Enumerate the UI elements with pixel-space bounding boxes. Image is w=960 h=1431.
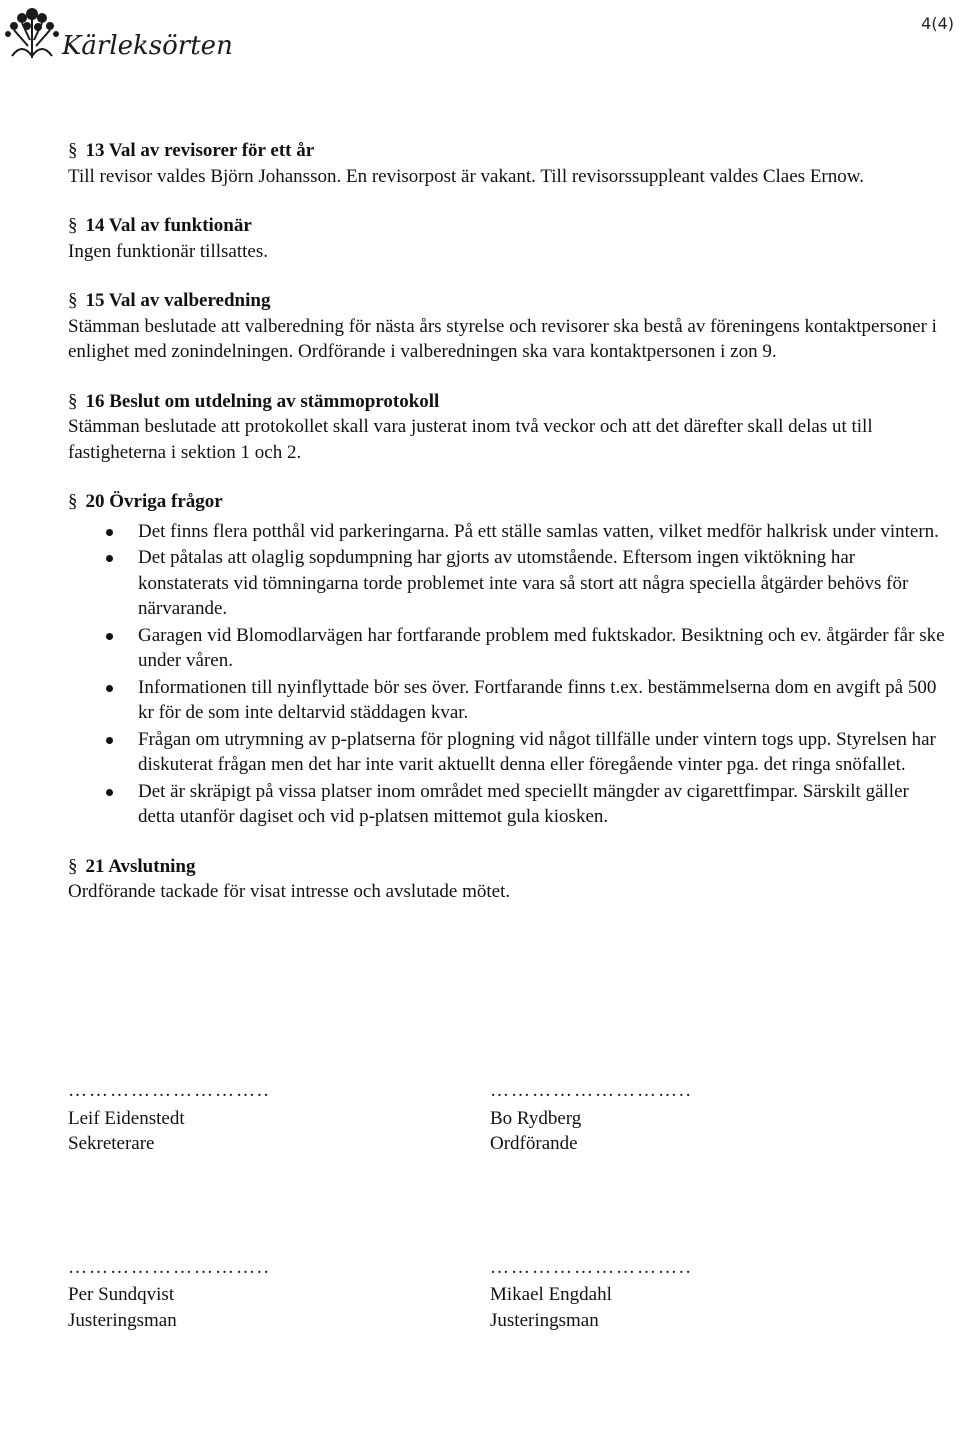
section-text: Stämman beslutade att valberedning för nästa års styrelse och revisorer ska bestå av föreningens kontaktpersoner i enlighet med zonindelningen. Ordförande i valberedningen ska vara kontaktpersonen i zon 9. bbox=[68, 315, 937, 362]
section-21 bbox=[68, 854, 946, 905]
list-item-text: Det finns flera potthål vid parkeringarna. På ett ställe samlas vatten, vilket medför halkrisk under vintern. bbox=[138, 520, 939, 542]
bullet-icon bbox=[106, 555, 113, 562]
heading-text: 14 Val av funktionär bbox=[85, 215, 252, 236]
section-16 bbox=[68, 389, 946, 466]
list-item-text: Informationen till nyinflyttade bör ses över. Fortfarande finns t.ex. bestämmelserna dom en avgift på 500 kr för de som inte deltarvid städdagen kvar. bbox=[138, 676, 937, 723]
section-symbol: § bbox=[68, 290, 78, 311]
list-item bbox=[68, 519, 946, 545]
signatory-role: Ordförande bbox=[490, 1133, 578, 1154]
list-item bbox=[68, 623, 946, 674]
heading-text: 16 Beslut om utdelning av stämmoprotokoll bbox=[85, 390, 440, 412]
signature bbox=[68, 1078, 490, 1157]
bullet-icon bbox=[106, 789, 113, 796]
signature-block bbox=[68, 1078, 928, 1431]
section-heading bbox=[68, 288, 946, 314]
signature-line: ……………………….. bbox=[490, 1256, 693, 1278]
section-13 bbox=[68, 138, 946, 189]
section-14 bbox=[68, 213, 946, 264]
heading-text: 13 Val av revisorer för ett år bbox=[85, 140, 315, 161]
document-body bbox=[68, 138, 946, 929]
logo-text: Kärleksörten bbox=[62, 31, 233, 61]
section-symbol: § bbox=[68, 855, 78, 877]
section-20 bbox=[68, 489, 946, 830]
signature-line: ……………………….. bbox=[68, 1080, 271, 1101]
signatory-name: Mikael Engdahl bbox=[490, 1284, 612, 1305]
signatory-name: Leif Eidenstedt bbox=[68, 1107, 185, 1129]
section-heading bbox=[68, 389, 946, 415]
signatory-role: Justeringsman bbox=[68, 1309, 177, 1331]
list-item bbox=[68, 675, 946, 726]
section-text: Stämman beslutade att protokollet skall vara justerat inom två veckor och att det därefter skall delas ut till fastigheterna i sektion 1 och 2. bbox=[68, 416, 873, 463]
section-symbol: § bbox=[68, 140, 78, 161]
list-item-text: Frågan om utrymning av p-platserna för plogning vid något tillfälle under vintern togs upp. Styrelsen har diskuterat frågan men det har inte varit aktuellt denna eller föregående vinter pga. det ringa snöfallet. bbox=[138, 728, 936, 775]
section-heading bbox=[68, 213, 946, 239]
section-heading bbox=[68, 489, 946, 515]
signature bbox=[490, 1255, 912, 1334]
signatory-role: Sekreterare bbox=[68, 1133, 155, 1154]
list-item-text: Det är skräpigt på vissa platser inom området med speciellt mängder av cigarettfimpar. Särskilt gäller detta utanför dagiset och vid p-platsen mittemot gula kiosken. bbox=[138, 780, 909, 827]
signature-line: ……………………….. bbox=[68, 1256, 271, 1278]
section-heading bbox=[68, 138, 946, 164]
bullet-icon bbox=[106, 529, 113, 536]
page-number: 4(4) bbox=[921, 14, 954, 33]
section-15 bbox=[68, 288, 946, 365]
signatory-name: Per Sundqvist bbox=[68, 1284, 175, 1305]
signature-line: ……………………….. bbox=[490, 1080, 693, 1101]
signature bbox=[490, 1078, 912, 1157]
signature-row bbox=[68, 1078, 928, 1157]
signatory-name: Bo Rydberg bbox=[490, 1107, 582, 1129]
signatory-role: Justeringsman bbox=[490, 1309, 599, 1331]
list-item-text: Garagen vid Blomodlarvägen har fortfarande problem med fuktskador. Besiktning och ev. åtgärder får ske under våren. bbox=[138, 624, 945, 671]
list-item bbox=[68, 545, 946, 622]
section-symbol: § bbox=[68, 390, 78, 412]
section-text: Ingen funktionär tillsattes. bbox=[68, 240, 268, 262]
heading-text: 15 Val av valberedning bbox=[85, 290, 271, 311]
section-symbol: § bbox=[68, 215, 78, 236]
heading-text: 21 Avslutning bbox=[85, 855, 196, 877]
bullet-icon bbox=[106, 737, 113, 744]
bullet-list bbox=[68, 519, 946, 830]
section-text: Ordförande tackade för visat intresse och avslutade mötet. bbox=[68, 881, 511, 902]
section-symbol: § bbox=[68, 491, 78, 512]
signature bbox=[68, 1255, 490, 1334]
list-item bbox=[68, 779, 946, 830]
heading-text: 20 Övriga frågor bbox=[85, 491, 223, 512]
bullet-icon bbox=[106, 633, 113, 640]
flower-logo-icon bbox=[0, 0, 233, 70]
section-text: Till revisor valdes Björn Johansson. En revisorpost är vakant. Till revisorssuppleant valdes Claes Ernow. bbox=[68, 165, 864, 187]
section-heading bbox=[68, 854, 946, 880]
bullet-icon bbox=[106, 685, 113, 692]
list-item bbox=[68, 727, 946, 778]
list-item-text: Det påtalas att olaglig sopdumpning har gjorts av utomstående. Eftersom ingen viktökning har konstaterats vid tömningarna torde problemet inte vara så stort att några speciella åtgärder behövs för närvarande. bbox=[138, 547, 909, 619]
signature-row bbox=[68, 1255, 928, 1334]
logo bbox=[0, 0, 233, 70]
